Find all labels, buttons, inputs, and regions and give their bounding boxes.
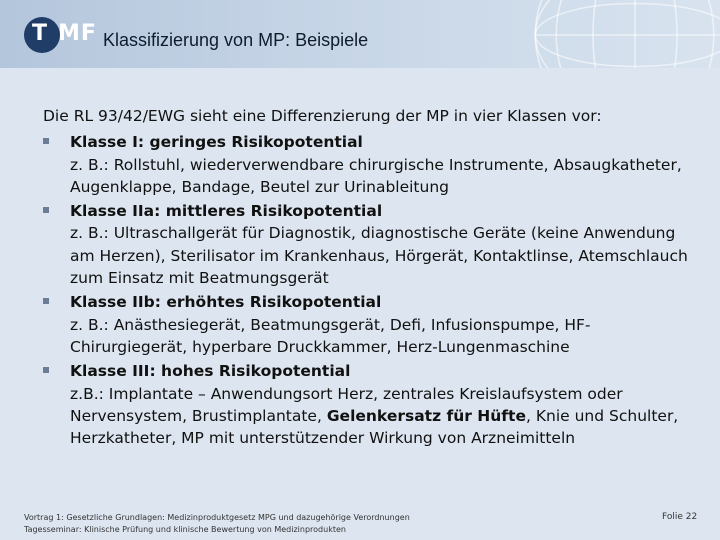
- class-heading: Klasse IIa: mittleres Risikopotential: [70, 202, 383, 221]
- list-item: [43, 131, 703, 198]
- examples-text: z.B.: Implantate – Anwendungsort Herz, zentrales Kreislaufsystem oder Nervensystem, Brustimplantate,: [70, 384, 623, 425]
- header-bar: [0, 0, 720, 68]
- logo-letters-mf: MF: [58, 21, 97, 46]
- class-heading: Klasse I: geringes Risikopotential: [70, 133, 363, 152]
- class-list: [43, 131, 703, 449]
- footer-text: [24, 512, 410, 536]
- slide-content: [43, 105, 703, 451]
- bullet-icon: [43, 207, 49, 213]
- bullet-icon: [43, 367, 49, 373]
- class-heading: Klasse IIb: erhöhtes Risikopotential: [70, 293, 382, 312]
- class-examples: z. B.: Rollstuhl, wiederverwendbare chirurgische Instrumente, Absaugkatheter, Augenklappe, Bandage, Beutel zur Urinableitung: [70, 155, 682, 196]
- globe-icon: [530, 0, 720, 68]
- class-examples: [70, 383, 703, 450]
- intro-text: Die RL 93/42/EWG sieht eine Differenzierung der MP in vier Klassen vor:: [43, 107, 602, 125]
- footer-line-2: Tagesseminar: Klinische Prüfung und klinische Bewertung von Medizinprodukten: [24, 525, 346, 534]
- bullet-icon: [43, 298, 49, 304]
- examples-text-end: , Knie und Schulter, Herzkatheter, MP mit unterstützender Wirkung von Arzneimitteln: [70, 406, 679, 448]
- slide-number: Folie 22: [662, 512, 698, 522]
- slide-title: Klassifizierung von MP: Beispiele: [103, 30, 369, 50]
- tmf-logo: [24, 17, 97, 53]
- examples-emphasis: Gelenkersatz für Hüfte: [326, 406, 526, 425]
- class-examples: z. B.: Ultraschallgerät für Diagnostik, diagnostische Geräte (keine Anwendung am Herzen), Sterilisator im Krankenhaus, Hörgerät, Kontaktlinse, Atemschlauch zum Einsatz mit Beatmungsgerät: [70, 224, 688, 288]
- list-item: [43, 291, 703, 358]
- list-item: [43, 360, 703, 449]
- footer-line-1: Vortrag 1: Gesetzliche Grundlagen: Medizinproduktgesetz MPG und dazugehörige Verordnungen: [24, 513, 410, 522]
- list-item: [43, 200, 703, 289]
- class-heading: Klasse III: hohes Risikopotential: [70, 362, 351, 381]
- class-examples: z. B.: Anästhesiegerät, Beatmungsgerät, Defi, Infusionspumpe, HF-Chirurgiegerät, hyperbare Druckkammer, Herz-Lungenmaschine: [70, 315, 591, 356]
- logo-letter-t: T: [32, 21, 48, 46]
- bullet-icon: [43, 138, 49, 144]
